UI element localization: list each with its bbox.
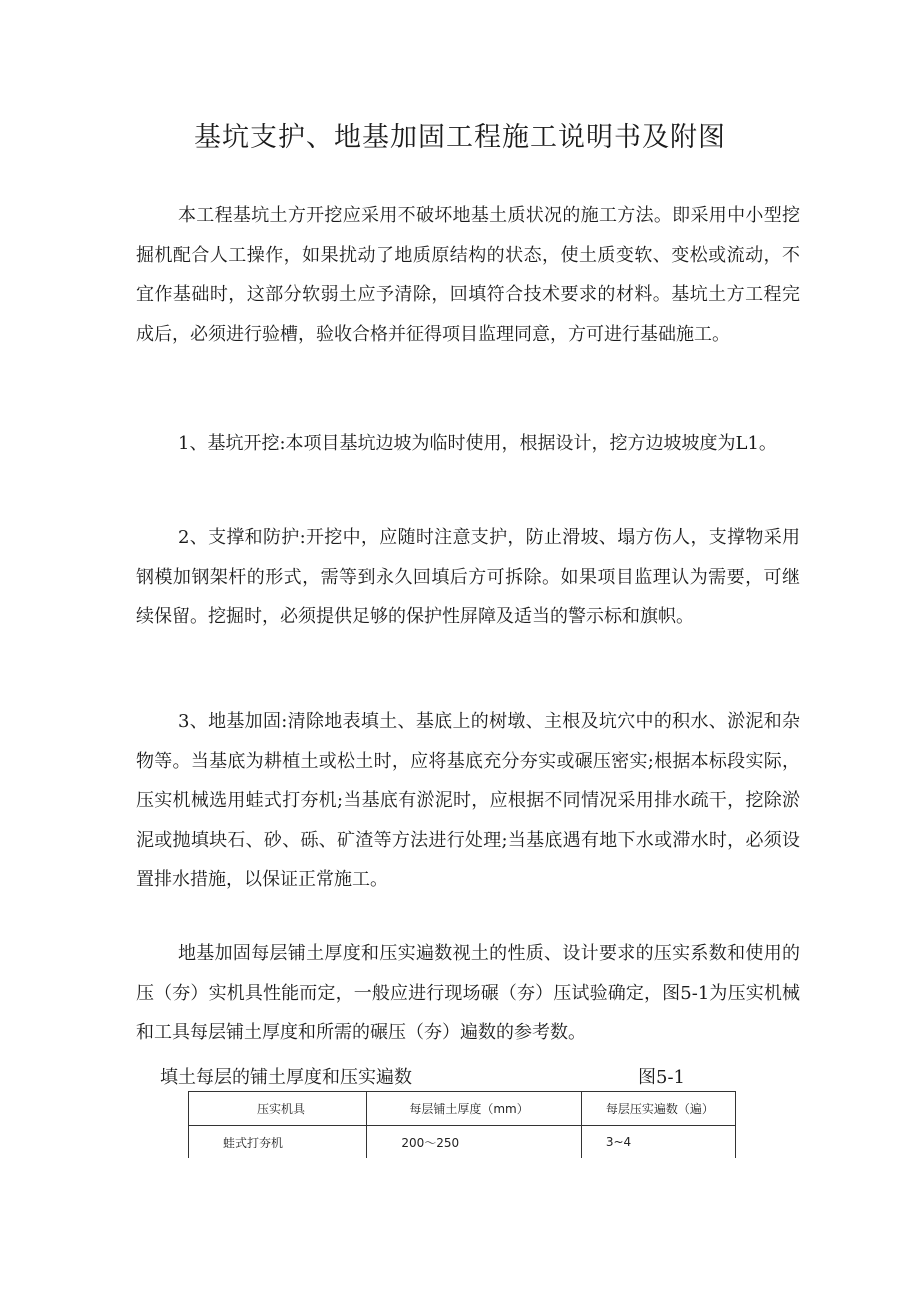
cell-equipment: 蛙式打夯机 (189, 1126, 367, 1159)
paragraph-support: 2、支撑和防护:开挖中，应随时注意支护，防止滑坡、塌方伤人，支撑物采用钢模加钢架杆的形式，需等到永久回填后方可拆除。如果项目监理认为需要，可继续保留。挖掘时，必须提供足够的保护性屏障及适当的警示标和旗帜。 (136, 527, 800, 627)
header-layer-thickness: 每层铺土厚度（mm） (367, 1092, 582, 1126)
paragraph-reinforcement: 3、地基加固:清除地表填土、基底上的树墩、主根及坑穴中的积水、淤泥和杂物等。当基底为耕植土或松土时，应将基底充分夯实或碾压密实;根据本标段实际，压实机械选用蛙式打夯机;当基底有淤泥时，应根据不同情况采用排水疏干，挖除淤泥或抛填块石、砂、砾、矿渣等方法进行处理;当基底遇有地下水或滞水时，必须设置排水措施，以保证正常施工。 (136, 711, 800, 890)
cell-passes: 3~4 (581, 1126, 735, 1159)
header-passes: 每层压实遍数（遍） (581, 1092, 735, 1126)
header-equipment: 压实机具 (189, 1092, 367, 1126)
figure-label: 图5-1 (638, 1067, 685, 1088)
table-row (189, 1126, 736, 1159)
table-caption: 填土每层的铺土厚度和压实遍数 (160, 1067, 412, 1088)
cell-layer-thickness: 200～250 (367, 1126, 582, 1159)
table-header-row (189, 1092, 736, 1126)
compaction-table (188, 1091, 736, 1158)
paragraph-intro: 本工程基坑土方开挖应采用不破坏地基土质状况的施工方法。即采用中小型挖掘机配合人工操作，如果扰动了地质原结构的状态，使土质变软、变松或流动，不宜作基础时，这部分软弱土应予清除，回填符合技术要求的材料。基坑土方工程完成后，必须进行验槽，验收合格并征得项目监理同意，方可进行基础施工。 (136, 205, 800, 345)
paragraph-excavation: 1、基坑开挖:本项目基坑边坡为临时使用，根据设计，挖方边坡坡度为L1。 (178, 433, 777, 454)
paragraph-compaction: 地基加固每层铺土厚度和压实遍数视土的性质、设计要求的压实系数和使用的压（夯）实机具性能而定，一般应进行现场碾（夯）压试验确定，图5-1为压实机械和工具每层铺土厚度和所需的碾压（夯）遍数的参考数。 (136, 943, 800, 1043)
page-title: 基坑支护、地基加固工程施工说明书及附图 (194, 122, 726, 153)
